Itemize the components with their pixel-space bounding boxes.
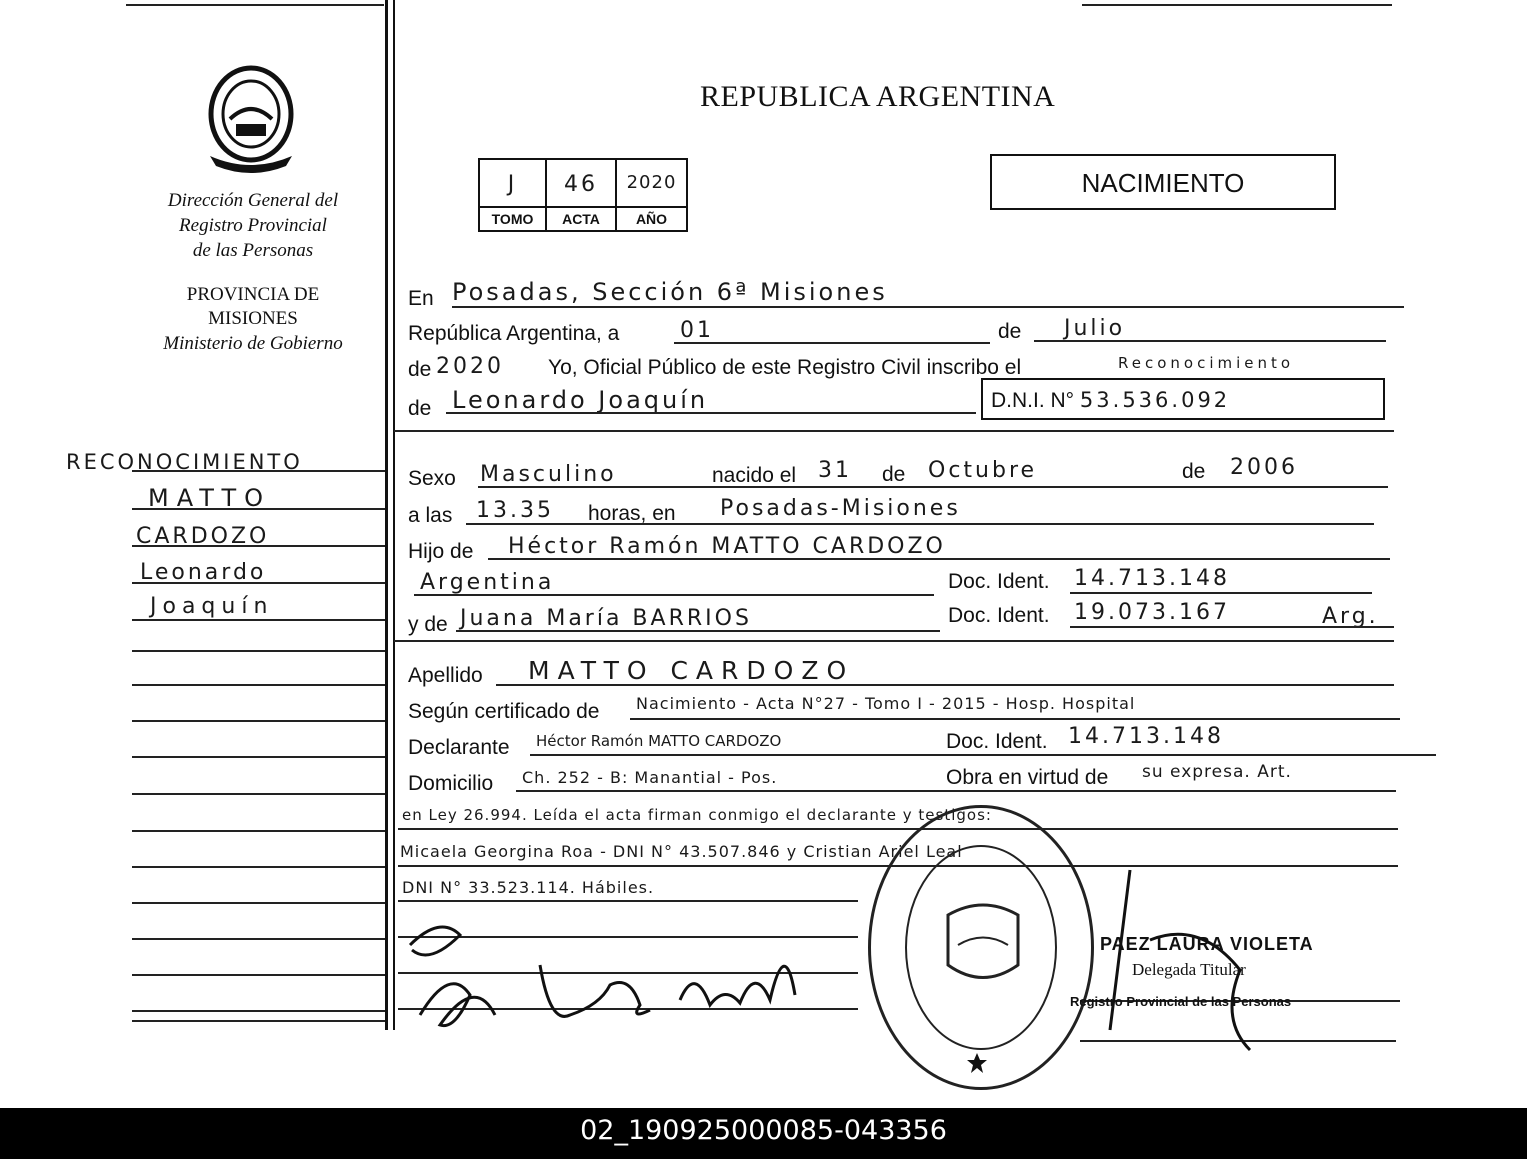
- inscribo-value: Reconocimiento: [1118, 354, 1295, 372]
- tomo-value: J: [507, 172, 518, 197]
- en-rule: [452, 306, 1404, 308]
- mother-doc: 19.073.167: [1074, 600, 1230, 625]
- left-rule: [132, 619, 385, 621]
- left-column-divider: [385, 0, 388, 1030]
- seal-emblem-icon: [938, 895, 1028, 995]
- dni-value: 53.536.092: [1079, 388, 1231, 412]
- year-value: 2020: [436, 354, 504, 379]
- left-rule: [132, 650, 385, 652]
- domicilio-label: Domicilio: [408, 772, 494, 795]
- horas-en-label: horas, en: [588, 502, 676, 525]
- section-divider: [394, 430, 1394, 432]
- declarante-doc: 14.713.148: [1068, 724, 1224, 749]
- left-rule: [132, 1010, 385, 1012]
- apellido-rule: [496, 684, 1394, 686]
- acta-label: ACTA: [547, 206, 615, 230]
- segun-value: Nacimiento - Acta N°27 - Tomo I - 2015 - Hosp. Hospital: [636, 694, 1136, 713]
- signature-declarante-icon: [400, 905, 820, 1040]
- segun-label: Según certificado de: [408, 700, 600, 723]
- observation-line-3: DNI N° 33.523.114. Hábiles.: [402, 878, 655, 897]
- left-rule: [132, 756, 385, 758]
- sexo-rule: [478, 486, 1388, 488]
- yo-label: Yo, Oficial Público de este Registro Civil inscribo el: [548, 356, 1022, 379]
- declarante-value: Héctor Ramón MATTO CARDOZO: [536, 732, 782, 750]
- en-value: Posadas, Sección 6ª Misiones: [452, 278, 888, 306]
- father-rule: [488, 558, 1390, 560]
- day-value: 01: [680, 318, 714, 343]
- day-rule: [674, 342, 990, 344]
- observation-line-2: Micaela Georgina Roa - DNI N° 43.507.846 y Cristian Ariel Leal: [400, 842, 963, 861]
- name-rule: [446, 412, 976, 414]
- section-divider-2: [394, 640, 1394, 642]
- note-line-5: Joaquín: [150, 594, 274, 619]
- stamp-officer-name: PAEZ LAURA VIOLETA: [1100, 934, 1314, 954]
- left-rule: [132, 866, 385, 868]
- father-doc: 14.713.148: [1074, 566, 1230, 591]
- top-left-rule: [126, 4, 384, 6]
- name-value: Leonardo Joaquín: [452, 386, 709, 414]
- org-line-3: de las Personas: [192, 240, 314, 261]
- top-right-rule: [1082, 4, 1392, 6]
- dni-label: D.N.I. N°: [991, 389, 1075, 412]
- acta-cell: [547, 160, 617, 230]
- de-label: de: [998, 320, 1022, 343]
- seal-star-icon: [966, 1052, 988, 1074]
- birth-year: 2006: [1230, 455, 1298, 480]
- obra-label: Obra en virtud de: [946, 766, 1109, 789]
- org-line-1: Dirección General del: [167, 190, 339, 211]
- ministry-name: Ministerio de Gobierno: [163, 333, 343, 354]
- declarante-rule: [530, 754, 1436, 756]
- note-line-1: RECONOCIMIENTO: [66, 450, 303, 474]
- alas-rule: [466, 523, 1374, 525]
- anio-label: AÑO: [617, 206, 686, 230]
- document-id-footer: 02_190925000085-043356: [0, 1108, 1527, 1159]
- left-rule: [132, 582, 385, 584]
- observation-line-1: en Ley 26.994. Leída el acta firman conmigo el declarante y testigos:: [402, 806, 992, 824]
- tomo-label: TOMO: [480, 206, 545, 230]
- father-doc-label: Doc. Ident.: [948, 570, 1050, 593]
- birth-month: Octubre: [928, 458, 1038, 483]
- province-line-2: MISIONES: [208, 308, 298, 329]
- apellido-label: Apellido: [408, 664, 483, 687]
- left-rule: [132, 974, 385, 976]
- hijo-label: Hijo de: [408, 540, 474, 563]
- mother-doc-label: Doc. Ident.: [948, 604, 1050, 627]
- dni-box: [981, 378, 1385, 420]
- apellido-value: MATTO CARDOZO: [528, 656, 855, 685]
- obs-rule-3: [398, 900, 858, 902]
- left-rule: [132, 470, 385, 472]
- anio-value: 2020: [626, 172, 677, 193]
- father-nationality: Argentina: [420, 570, 555, 595]
- republica-label: República Argentina, a: [408, 322, 620, 345]
- de-label-3: de: [1182, 460, 1206, 483]
- province-name: [128, 283, 378, 356]
- left-rule: [132, 938, 385, 940]
- acta-value: 46: [564, 172, 598, 197]
- left-rule: [132, 1020, 385, 1022]
- left-rule: [132, 720, 385, 722]
- registry-org-name: [128, 188, 378, 263]
- birth-place: Posadas-Misiones: [720, 496, 961, 521]
- anio-cell: [617, 160, 686, 230]
- form-left-border: [393, 0, 395, 1030]
- segun-rule: [630, 718, 1400, 720]
- province-emblem-icon: [200, 64, 302, 174]
- alas-label: a las: [408, 504, 453, 527]
- left-rule: [132, 508, 385, 510]
- record-type-box: NACIMIENTO: [990, 154, 1336, 210]
- document-title: REPUBLICA ARGENTINA: [700, 80, 1056, 113]
- sexo-value: Masculino: [480, 462, 617, 487]
- de-label-2: de: [882, 463, 906, 486]
- tomo-acta-anio-table: [478, 158, 688, 232]
- declarante-doc-label: Doc. Ident.: [946, 730, 1048, 753]
- obra-value: su expresa. Art.: [1142, 762, 1292, 782]
- month-rule: [1034, 340, 1386, 342]
- yde-label: y de: [408, 613, 448, 636]
- declarante-label: Declarante: [408, 736, 510, 759]
- mother-doc-rule: [1070, 626, 1394, 628]
- mother-name: Juana María BARRIOS: [460, 606, 752, 631]
- note-line-2: MATTO: [148, 484, 272, 512]
- mother-nationality: Arg.: [1322, 604, 1379, 629]
- de-year-label: de: [408, 358, 432, 381]
- father-nat-rule: [414, 594, 934, 596]
- nacido-label: nacido el: [712, 464, 797, 487]
- org-line-2: Registro Provincial: [179, 215, 327, 236]
- domicilio-rule: [516, 790, 1396, 792]
- stamp-organization: Registro Provincial de las Personas: [1070, 994, 1292, 1009]
- domicilio-value: Ch. 252 - B: Manantial - Pos.: [522, 768, 778, 787]
- birth-day: 31: [818, 458, 852, 483]
- left-rule: [132, 793, 385, 795]
- father-doc-rule: [1070, 592, 1372, 594]
- tomo-cell: [480, 160, 547, 230]
- sexo-label: Sexo: [408, 467, 456, 490]
- note-line-3: CARDOZO: [136, 524, 270, 549]
- month-value: Julio: [1064, 316, 1126, 341]
- left-rule: [132, 545, 385, 547]
- left-rule: [132, 684, 385, 686]
- obs-rule-1: [398, 828, 1398, 830]
- hora-value: 13.35: [476, 498, 554, 523]
- mother-rule: [456, 630, 940, 632]
- father-name: Héctor Ramón MATTO CARDOZO: [508, 534, 946, 559]
- note-line-4: Leonardo: [140, 560, 267, 585]
- left-rule: [132, 830, 385, 832]
- stamp-officer-role: Delegada Titular: [1132, 960, 1246, 979]
- en-label: En: [408, 287, 434, 310]
- province-line-1: PROVINCIA DE: [186, 284, 320, 305]
- de-name-label: de: [408, 397, 432, 420]
- left-rule: [132, 902, 385, 904]
